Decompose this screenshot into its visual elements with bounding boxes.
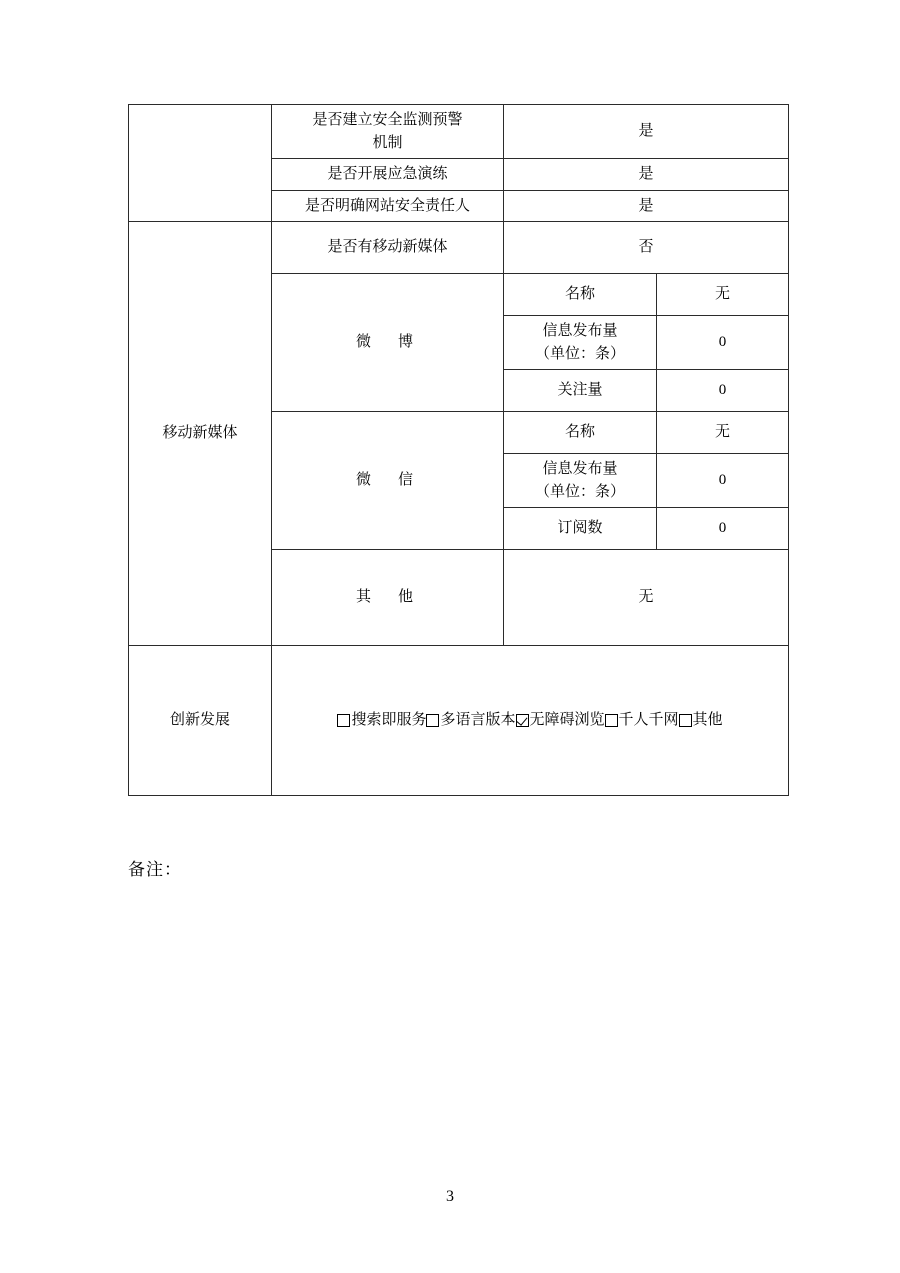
security-item-label: 是否开展应急演练: [272, 159, 504, 191]
weibo-name-value: 无: [657, 274, 789, 316]
security-item-value: 是: [504, 159, 789, 191]
weibo-label: 微 博: [272, 274, 504, 412]
weixin-post-count-label: 信息发布量 （单位：条）: [504, 454, 657, 508]
innovation-options-cell: [272, 646, 789, 796]
innovation-section-label: 创新发展: [129, 646, 272, 796]
weixin-subscribers-value: 0: [657, 508, 789, 550]
innovation-option-label: 无障碍浏览: [529, 712, 605, 729]
weixin-subscribers-label: 订阅数: [504, 508, 657, 550]
innovation-option-search-as-service[interactable]: [337, 709, 426, 732]
innovation-option-label: 多语言版本: [440, 712, 516, 729]
weixin-label: 微 信: [272, 412, 504, 550]
innovation-option-label: 搜索即服务: [351, 712, 427, 729]
website-report-table: [128, 104, 789, 796]
checkbox-unchecked-icon[interactable]: [337, 714, 350, 727]
has-mobile-media-value: 否: [504, 222, 789, 274]
other-media-label: 其 他: [272, 550, 504, 646]
security-item-label: 是否明确网站安全责任人: [272, 190, 504, 222]
table-row: [129, 646, 789, 796]
security-item-label: 是否建立安全监测预警 机制: [272, 105, 504, 159]
weixin-post-count-value: 0: [657, 454, 789, 508]
innovation-option-other[interactable]: [679, 709, 723, 732]
innovation-option-personalized-web[interactable]: [605, 709, 679, 732]
page-number: 3: [446, 1188, 454, 1205]
checkbox-unchecked-icon[interactable]: [605, 714, 618, 727]
innovation-options-row: [278, 709, 782, 732]
weibo-name-label: 名称: [504, 274, 657, 316]
innovation-option-accessibility[interactable]: [516, 709, 605, 732]
checkbox-unchecked-icon[interactable]: [679, 714, 692, 727]
other-media-value: 无: [504, 550, 789, 646]
weibo-post-count-label: 信息发布量 （单位：条）: [504, 316, 657, 370]
weibo-followers-value: 0: [657, 370, 789, 412]
weibo-post-count-value: 0: [657, 316, 789, 370]
weibo-followers-label: 关注量: [504, 370, 657, 412]
innovation-option-label: 千人千网: [618, 712, 679, 729]
remark-label: 备注：: [128, 860, 182, 879]
security-item-value: 是: [504, 190, 789, 222]
innovation-option-multilingual[interactable]: [426, 709, 515, 732]
security-item-value: 是: [504, 105, 789, 159]
mobile-media-section-label: 移动新媒体: [129, 222, 272, 646]
checkbox-checked-icon[interactable]: [516, 714, 529, 727]
table-row: [129, 105, 789, 159]
report-table-container: [128, 104, 788, 796]
weixin-name-label: 名称: [504, 412, 657, 454]
security-section-label: [129, 105, 272, 222]
has-mobile-media-label: 是否有移动新媒体: [272, 222, 504, 274]
table-row: [129, 222, 789, 274]
weixin-name-value: 无: [657, 412, 789, 454]
checkbox-unchecked-icon[interactable]: [426, 714, 439, 727]
innovation-option-label: 其他: [692, 712, 723, 729]
